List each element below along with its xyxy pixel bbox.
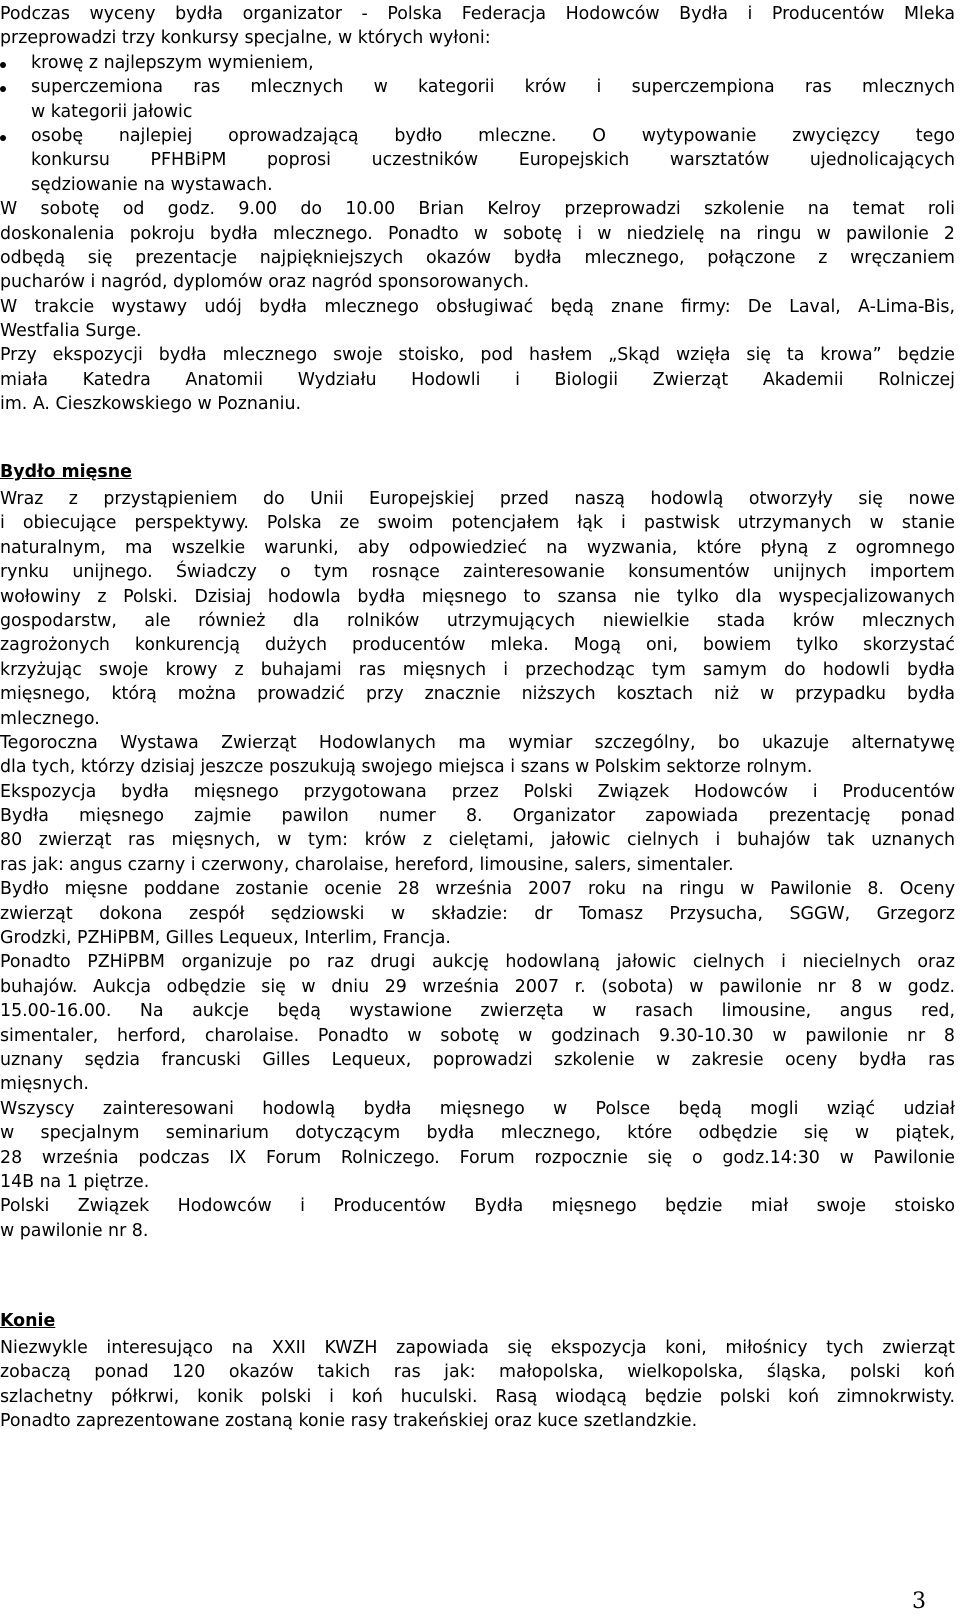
text-line: Bydło mięsne poddane zostanie ocenie 28 września 2007 roku na ringu w Pawilonie 8. Oceny [0,879,955,900]
text-line: zobaczą ponad 120 okazów takich ras jak: małopolska, wielkopolska, śląska, polski koń [0,1362,955,1383]
text-line: Ponadto PZHiPBM organizuje po raz drugi aukcję hodowlaną jałowic cielnych i niecielnych oraz [0,952,955,973]
bullet-icon [0,86,6,92]
bullet-icon [0,62,6,68]
text-line: rynku unijnego. Świadczy o tym rosnące zainteresowanie konsumentów unijnych importem [0,562,955,583]
text-line: sędziowanie na wystawach. [31,174,273,195]
text-line: Niezwykle interesująco na XXII KWZH zapowiada się ekspozycja koni, miłośnicy tych zwierząt [0,1338,955,1358]
bullet-list-item [0,51,955,75]
text-line: krowę z najlepszym wymieniem, [31,52,314,73]
text-line: 14B na 1 piętrze. [0,1171,150,1192]
text-line: ras jak: angus czarny i czerwony, charolaise, hereford, limousine, salers, simentaler. [0,854,734,875]
text-line: Ponadto zaprezentowane zostaną konie rasy trakeńskiej oraz kuce szetlandzkie. [0,1411,698,1432]
text-line: miała Katedra Anatomii Wydziału Hodowli i Biologii Zwierząt Akademii Rolniczej [0,369,955,390]
text-line: 28 września podczas IX Forum Rolniczego. Forum rozpocznie się o godz.14:30 w Pawilonie [0,1147,955,1168]
text-line: zagrożonych konkurencją dużych producentów mleka. Mogą oni, bowiem tylko skorzystać [0,635,955,656]
text-line: i obiecujące perspektywy. Polska ze swoim potencjałem łąk i pastwisk utrzymanych w stanie [0,513,955,534]
text-line: przeprowadzi trzy konkursy specjalne, w których wyłoni: [0,28,491,49]
intro-paragraph [0,2,955,417]
text-line: mięsnego, którą można prowadzić przy znacznie niższych kosztach niż w przypadku bydła [0,684,955,705]
text-line: pucharów i nagród, dyplomów oraz nagród sponsorowanych. [0,272,530,293]
text-line: Westfalia Surge. [0,321,142,342]
text-line: Bydła mięsnego zajmie pawilon numer 8. Organizator zapowiada prezentację ponad [0,806,955,827]
text-line: Podczas wyceny bydła organizator - Polska Federacja Hodowców Bydła i Producentów Mleka [0,4,955,24]
text-line: Wszyscy zainteresowani hodowlą bydła mięsnego w Polsce będą mogli wziąć udział [0,1098,955,1119]
text-line: dla tych, którzy dzisiaj jeszcze poszukują swojego miejsca i szans w Polskim sektorze rolnym. [0,757,813,778]
text-line: wołowiny z Polski. Dzisiaj hodowla bydła mięsnego to szansa nie tylko dla wyspecjalizowanych [0,586,955,607]
text-line: doskonalenia pokroju bydła mlecznego. Ponadto w sobotę i w niedzielę na ringu w pawilonie 2 [0,223,955,244]
text-line: konkursu PFHBiPM poprosi uczestników Europejskich warsztatów ujednolicających [31,150,955,171]
text-line: mlecznego. [0,708,100,729]
text-line: osobę najlepiej oprowadzającą bydło mleczne. O wytypowanie zwycięzcy tego [31,125,955,146]
bullet-icon [0,135,6,141]
page-number: 3 [912,1589,926,1614]
text-line: buhajów. Aukcja odbędzie się w dniu 29 września 2007 r. (sobota) w pawilonie nr 8 w godz. [0,976,955,997]
text-line: w pawilonie nr 8. [0,1220,149,1241]
text-line: W sobotę od godz. 9.00 do 10.00 Brian Kelroy przeprowadzi szkolenie na temat roli [0,199,955,220]
horses-paragraph [0,1336,955,1434]
text-line: w specjalnym seminarium dotyczącym bydła mlecznego, które odbędzie się w piątek, [0,1123,955,1144]
text-line: uznany sędzia francuski Gilles Lequeux, poprowadzi szkolenie w zakresie oceny bydła ras [0,1049,955,1070]
beef-paragraphs [0,487,955,1243]
text-line: im. A. Cieszkowskiego w Poznaniu. [0,394,301,415]
bullet-list-item [0,124,955,197]
text-line: Grodzki, PZHiPBM, Gilles Lequeux, Interlim, Francja. [0,928,451,949]
text-line: krzyżując swoje krowy z buhajami ras mięsnych i przechodząc tym samym do hodowli bydła [0,659,955,680]
text-line: zwierząt dokona zespół sędziowski w składzie: dr Tomasz Przysucha, SGGW, Grzegorz [0,903,955,924]
text-line: Polski Związek Hodowców i Producentów Bydła mięsnego będzie miał swoje stoisko [0,1196,955,1217]
horses-section [0,1309,955,1333]
text-line: simentaler, herford, charolaise. Ponadto w sobotę w godzinach 9.30-10.30 w pawilonie nr 8 [0,1025,955,1046]
text-line: Wraz z przystąpieniem do Unii Europejskiej przed naszą hodowlą otworzyły się nowe [0,489,955,509]
text-line: 15.00-16.00. Na aukcje będą wystawione zwierzęta w rasach limousine, angus red, [0,1001,955,1022]
beef-section [0,460,955,484]
text-line: w kategorii jałowic [31,101,193,122]
text-line: gospodarstw, ale również dla rolników utrzymujących niewielkie stada krów mlecznych [0,610,955,631]
text-line: W trakcie wystawy udój bydła mlecznego obsługiwać będą znane firmy: De Laval, A-Lima-Bis, [0,296,955,317]
text-line: Ekspozycja bydła mięsnego przygotowana przez Polski Związek Hodowców i Producentów [0,781,955,802]
text-line: szlachetny półkrwi, konik polski i koń huculski. Rasą wiodącą będzie polski koń zimnokrwisty. [0,1386,955,1407]
text-line: superczemiona ras mlecznych w kategorii krów i superczempiona ras mlecznych [31,77,955,98]
text-line: naturalnym, ma wszelkie warunki, aby odpowiedzieć na wyzwania, które płyną z ogromnego [0,537,955,558]
bullet-list-item [0,75,955,124]
text-line: Tegoroczna Wystawa Zwierząt Hodowlanych ma wymiar szczególny, bo ukazuje alternatywę [0,732,955,753]
section-heading: Konie [0,1311,56,1331]
text-line: 80 zwierząt ras mięsnych, w tym: krów z cielętami, jałowic cielnych i buhajów tak uznanych [0,830,955,851]
text-line: mięsnych. [0,1074,89,1095]
section-heading: Bydło mięsne [0,462,132,482]
text-line: Przy ekspozycji bydła mlecznego swoje stoisko, pod hasłem „Skąd wzięła się ta krowa” będzie [0,345,955,366]
text-line: odbędą się prezentacje najpiękniejszych okazów bydła mlecznego, połączone z wręczaniem [0,247,955,268]
